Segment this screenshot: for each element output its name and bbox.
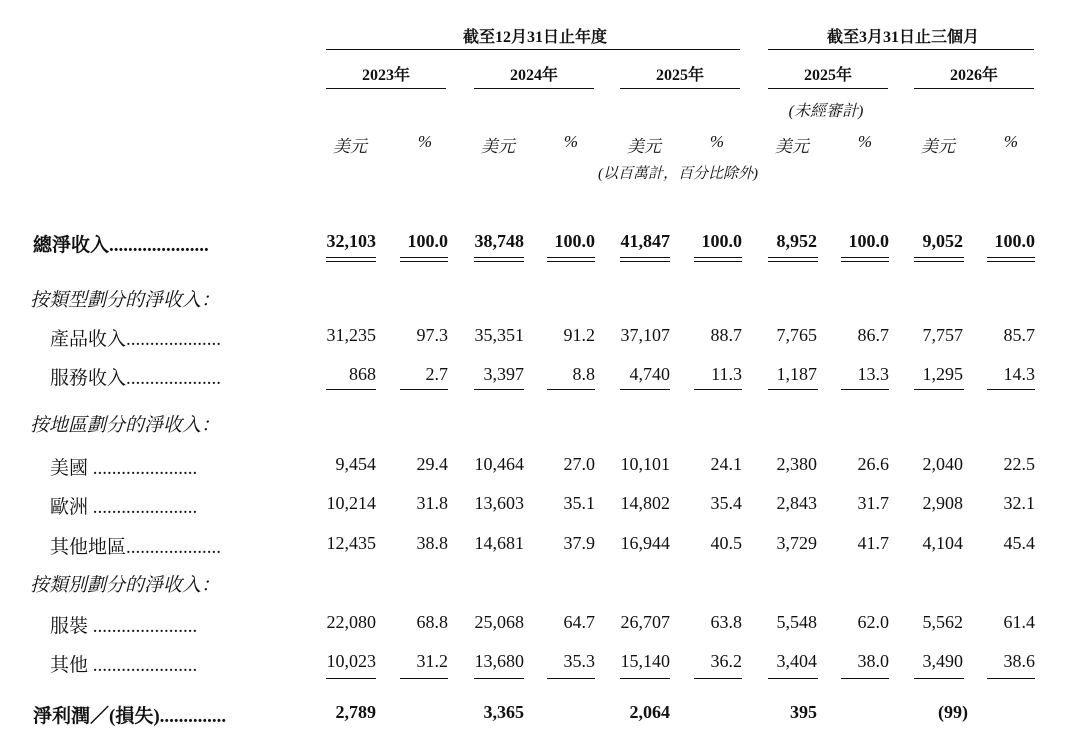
double-underline — [474, 257, 524, 262]
section-title-by-category: 按類別劃分的淨收入： — [30, 575, 221, 596]
double-underline — [914, 257, 964, 262]
double-underline — [987, 257, 1035, 262]
cell-net-profit-2025: 2,064 — [629, 702, 670, 722]
cell-net-profit-q2025: 395 — [790, 702, 817, 722]
cell-others: 31.2 — [416, 651, 448, 671]
unit-usd: 美元 — [921, 137, 955, 156]
cell-europe: 13,603 — [474, 493, 524, 513]
unit-pct: % — [563, 132, 579, 151]
cell-usa: 24.1 — [710, 454, 742, 474]
cell-total-2023-usd: 32,103 — [326, 231, 376, 251]
cell-apparel: 62.0 — [857, 612, 889, 632]
header-rule-annual — [326, 49, 740, 50]
cell-service: 1,187 — [776, 364, 817, 384]
cell-other-region: 12,435 — [326, 533, 376, 553]
cell-europe: 31.8 — [416, 493, 448, 513]
cell-total-2025-usd: 41,847 — [620, 231, 670, 251]
cell-total-2023-pct: 100.0 — [407, 231, 448, 251]
cell-others: 13,680 — [474, 651, 524, 671]
row-label-net-profit: 淨利潤／(損失).............. — [33, 706, 227, 727]
cell-europe: 32.1 — [1003, 493, 1035, 513]
cell-apparel: 26,707 — [620, 612, 670, 632]
cell-total-q2026-pct: 100.0 — [994, 231, 1035, 251]
cell-service: 13.3 — [857, 364, 889, 384]
double-underline — [768, 257, 818, 262]
cell-usa: 26.6 — [857, 454, 889, 474]
unit-pct: % — [709, 132, 725, 151]
cell-product: 88.7 — [710, 325, 742, 345]
cell-service: 868 — [349, 364, 376, 384]
unit-usd: 美元 — [333, 137, 367, 156]
cell-other-region: 41.7 — [857, 533, 889, 553]
cell-others: 35.3 — [563, 651, 595, 671]
unit-usd: 美元 — [627, 137, 661, 156]
unit-usd: 美元 — [481, 137, 515, 156]
cell-total-q2026-usd: 9,052 — [922, 231, 963, 251]
unit-pct: % — [1003, 132, 1019, 151]
year-header: 2025年 — [655, 67, 704, 84]
cell-net-profit-2023: 2,789 — [335, 702, 376, 722]
unaudited-note: (未經審計) — [788, 103, 864, 120]
cell-product: 35,351 — [474, 325, 524, 345]
year-rule — [620, 88, 740, 89]
cell-product: 85.7 — [1003, 325, 1035, 345]
unit-pct: % — [417, 132, 433, 151]
unit-pct: % — [857, 132, 873, 151]
cell-other-region: 16,944 — [620, 533, 670, 553]
subtotal-underline — [326, 678, 376, 679]
subtotal-underline — [474, 678, 524, 679]
cell-product: 31,235 — [326, 325, 376, 345]
cell-others: 15,140 — [620, 651, 670, 671]
cell-others: 10,023 — [326, 651, 376, 671]
cell-net-profit-2024: 3,365 — [483, 702, 524, 722]
cell-europe: 2,843 — [776, 493, 817, 513]
cell-others: 3,404 — [776, 651, 817, 671]
subtotal-underline — [914, 678, 964, 679]
cell-apparel: 68.8 — [416, 612, 448, 632]
double-underline — [620, 257, 670, 262]
subtotal-underline — [841, 678, 889, 679]
subtotal-underline — [987, 389, 1035, 390]
cell-usa: 22.5 — [1003, 454, 1035, 474]
cell-service: 1,295 — [922, 364, 963, 384]
double-underline — [694, 257, 742, 262]
row-label-other-region: 其他地區.................... — [50, 537, 222, 558]
cell-usa: 27.0 — [563, 454, 595, 474]
section-title-by-region: 按地區劃分的淨收入： — [30, 415, 221, 436]
cell-service: 11.3 — [711, 364, 742, 384]
cell-net-profit-q2026: (99) — [938, 702, 968, 722]
year-header: 2024年 — [509, 67, 558, 84]
row-label-usa: 美國 ...................... — [50, 458, 198, 479]
cell-other-region: 38.8 — [416, 533, 448, 553]
quarter-period-header: 截至3月31日止三個月 — [826, 29, 979, 46]
cell-europe: 14,802 — [620, 493, 670, 513]
cell-apparel: 64.7 — [563, 612, 595, 632]
cell-others: 38.0 — [857, 651, 889, 671]
cell-total-q2025-usd: 8,952 — [776, 231, 817, 251]
subtotal-underline — [987, 678, 1035, 679]
subtotal-underline — [620, 678, 670, 679]
cell-usa: 10,101 — [620, 454, 670, 474]
cell-product: 91.2 — [563, 325, 595, 345]
subtotal-underline — [841, 389, 889, 390]
double-underline — [841, 257, 889, 262]
double-underline — [400, 257, 448, 262]
cell-europe: 10,214 — [326, 493, 376, 513]
cell-europe: 31.7 — [857, 493, 889, 513]
cell-total-2025-pct: 100.0 — [701, 231, 742, 251]
year-rule — [914, 88, 1034, 89]
cell-usa: 2,040 — [922, 454, 963, 474]
cell-other-region: 45.4 — [1003, 533, 1035, 553]
cell-apparel: 5,562 — [922, 612, 963, 632]
cell-service: 14.3 — [1003, 364, 1035, 384]
cell-europe: 35.4 — [710, 493, 742, 513]
year-rule — [768, 88, 888, 89]
cell-service: 4,740 — [629, 364, 670, 384]
subtotal-underline — [547, 389, 595, 390]
cell-others: 36.2 — [710, 651, 742, 671]
double-underline — [547, 257, 595, 262]
cell-product: 7,765 — [776, 325, 817, 345]
cell-total-q2025-pct: 100.0 — [848, 231, 889, 251]
row-label-apparel: 服裝 ...................... — [50, 616, 198, 637]
subtotal-underline — [620, 389, 670, 390]
cell-product: 97.3 — [416, 325, 448, 345]
year-rule — [474, 88, 594, 89]
cell-service: 2.7 — [425, 364, 448, 384]
cell-product: 37,107 — [620, 325, 670, 345]
cell-product: 7,757 — [922, 325, 963, 345]
cell-other-region: 40.5 — [710, 533, 742, 553]
year-header: 2025年 — [803, 67, 852, 84]
subtotal-underline — [400, 389, 448, 390]
cell-other-region: 3,729 — [776, 533, 817, 553]
year-rule — [326, 88, 446, 89]
cell-other-region: 14,681 — [474, 533, 524, 553]
cell-service: 8.8 — [572, 364, 595, 384]
unit-usd: 美元 — [775, 137, 809, 156]
double-underline — [326, 257, 376, 262]
year-header: 2026年 — [949, 67, 998, 84]
cell-total-2024-usd: 38,748 — [474, 231, 524, 251]
cell-europe: 2,908 — [922, 493, 963, 513]
cell-usa: 2,380 — [776, 454, 817, 474]
subtotal-underline — [768, 389, 818, 390]
row-label-product: 產品收入.................... — [50, 329, 222, 350]
section-title-by-type: 按類型劃分的淨收入： — [30, 290, 221, 311]
cell-other-region: 4,104 — [922, 533, 963, 553]
cell-apparel: 25,068 — [474, 612, 524, 632]
cell-europe: 35.1 — [563, 493, 595, 513]
cell-product: 86.7 — [857, 325, 889, 345]
cell-usa: 10,464 — [474, 454, 524, 474]
subtotal-underline — [768, 678, 818, 679]
cell-apparel: 22,080 — [326, 612, 376, 632]
subtotal-underline — [400, 678, 448, 679]
year-header: 2023年 — [361, 67, 410, 84]
subtotal-underline — [694, 678, 742, 679]
header-rule-quarter — [768, 49, 1034, 50]
row-label-total: 總淨收入..................... — [33, 235, 209, 256]
cell-usa: 29.4 — [416, 454, 448, 474]
row-label-others: 其他 ...................... — [50, 655, 198, 676]
row-label-service: 服務收入.................... — [50, 368, 222, 389]
cell-usa: 9,454 — [335, 454, 376, 474]
row-label-europe: 歐洲 ...................... — [50, 497, 198, 518]
subtotal-underline — [326, 389, 376, 390]
cell-apparel: 63.8 — [710, 612, 742, 632]
subtotal-underline — [547, 678, 595, 679]
subtotal-underline — [694, 389, 742, 390]
cell-other-region: 37.9 — [563, 533, 595, 553]
unit-note: (以百萬計，百分比除外) — [598, 166, 758, 182]
annual-period-header: 截至12月31日止年度 — [462, 29, 607, 46]
subtotal-underline — [914, 389, 964, 390]
cell-total-2024-pct: 100.0 — [554, 231, 595, 251]
cell-apparel: 61.4 — [1003, 612, 1035, 632]
cell-others: 3,490 — [922, 651, 963, 671]
cell-service: 3,397 — [483, 364, 524, 384]
cell-apparel: 5,548 — [776, 612, 817, 632]
cell-others: 38.6 — [1003, 651, 1035, 671]
subtotal-underline — [474, 389, 524, 390]
